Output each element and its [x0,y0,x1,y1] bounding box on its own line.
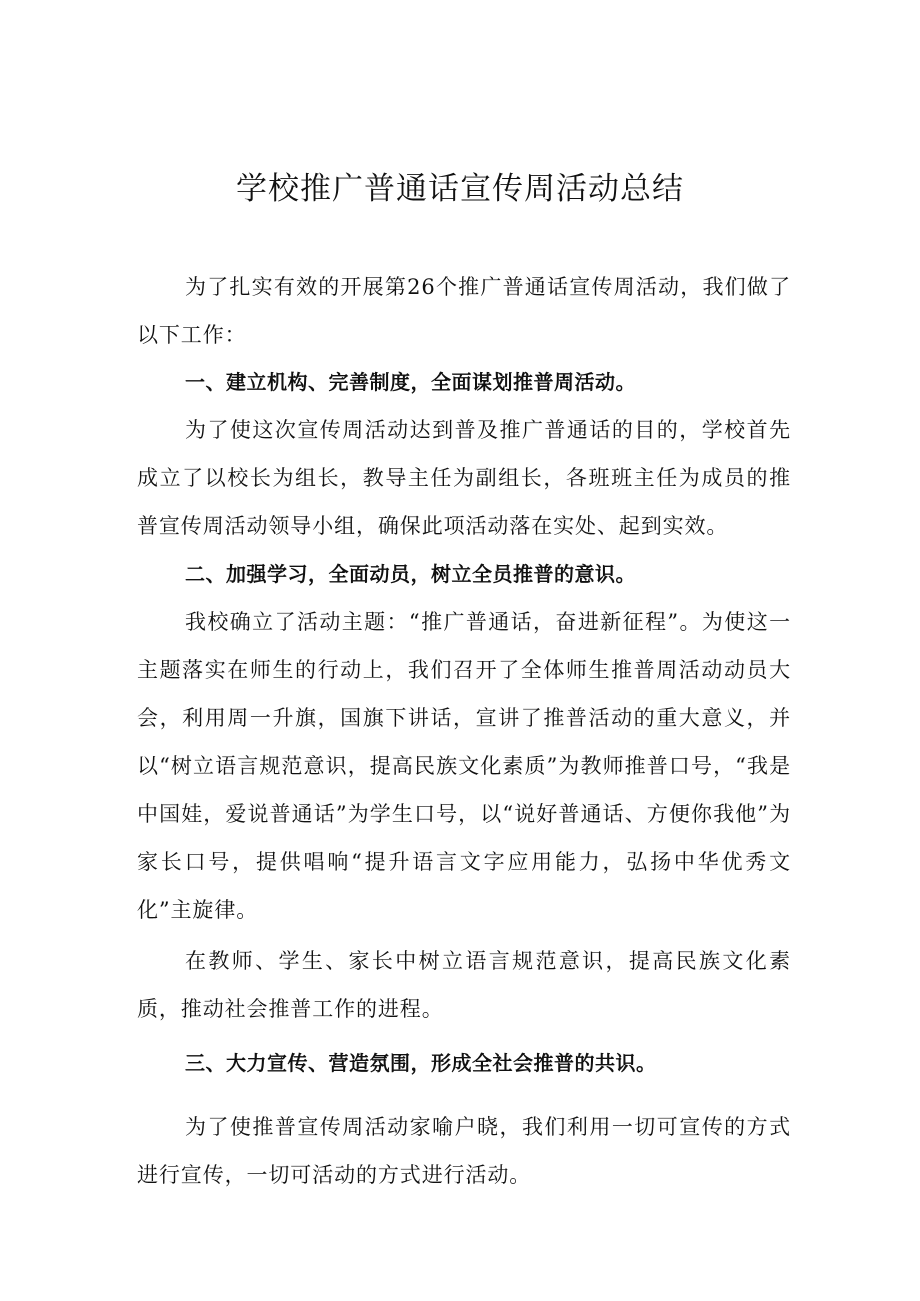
section-2-paragraph-2: 在教师、学生、家长中树立语言规范意识，提高民族文化素质，推动社会推普工作的进程。 [137,949,791,1021]
section-2-heading: 二、加强学习，全面动员，树立全员推普的意识。 [185,562,636,586]
section-2-paragraph-1: 我校确立了活动主题：“推广普通话，奋进新征程”。为使这一主题落实在师生的行动上，我们召开了全体师生推普周活动动员大会，利用周一升旗，国旗下讲话，宣讲了推普活动的重大意义，并以“树立语言规范意识，提高民族文化素质”为教师推普口号，“我是中国娃，爱说普通话”为学生口号，以“说好普通话、方便你我他”为家长口号，提供唱响“提升语言文字应用能力，弘扬中华优秀文化”主旋律。 [137,610,791,922]
section-1-heading: 一、建立机构、完善制度，全面谋划推普周活动。 [185,370,636,394]
section-1-paragraph: 为了使这次宣传周活动达到普及推广普通话的目的，学校首先成立了以校长为组长，教导主任为副组长，各班班主任为成员的推普宣传周活动领导小组，确保此项活动落在实处、起到实效。 [137,418,791,538]
section-3-heading: 三、大力宣传、营造氛围，形成全社会推普的共识。 [185,1051,657,1075]
section-3-paragraph: 为了使推普宣传周活动家喻户晓，我们利用一切可宣传的方式进行宣传，一切可活动的方式进行活动。 [137,1115,791,1187]
document-title: 学校推广普通话宣传周活动总结 [236,171,684,207]
intro-paragraph: 为了扎实有效的开展第26个推广普通话宣传周活动，我们做了以下工作： [137,275,791,347]
